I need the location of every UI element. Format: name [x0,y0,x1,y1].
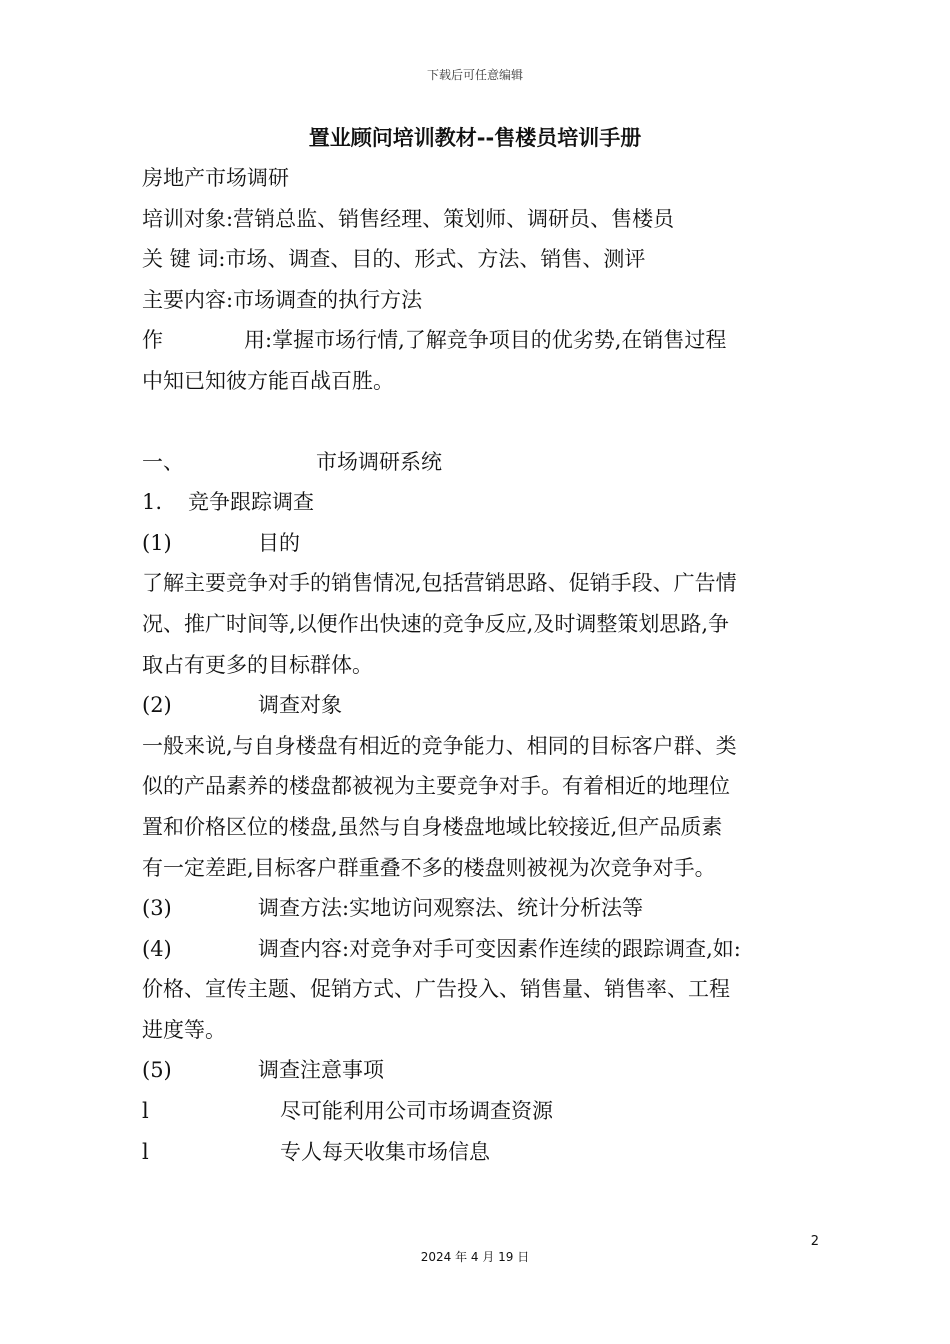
item-title: 目的 [258,530,300,555]
page-number: 2 [810,1234,819,1249]
item-number: (3) [142,896,172,921]
item-title: 调查注意事项 [258,1058,384,1083]
effect-label: 作 [142,328,163,353]
subsection-title: 竞争跟踪调查 [188,490,314,515]
item-heading [142,929,812,970]
page-header: 下载后可任意编辑 [426,68,523,82]
item-number: (4) [142,936,172,961]
item-number: (1) [142,530,172,555]
section-heading [142,442,812,483]
subject-line: 房地产市场调研 [142,166,289,190]
effect-line-2: 中知已知彼方能百战百胜。 [142,368,394,393]
item-title: 调查内容:对竞争对手可变因素作连续的跟踪调查,如: [258,936,741,961]
paragraph-line: 了解主要竞争对手的销售情况,包括营销思路、促销手段、广告情 [142,571,737,596]
item-title: 调查对象 [258,693,342,718]
paragraph-line: 况、推广时间等,以便作出快速的竞争反应,及时调整策划思路,争 [142,611,730,636]
section-title: 市场调研系统 [316,449,442,474]
audience-line: 培训对象:营销总监、销售经理、策划师、调研员、售楼员 [142,206,675,231]
item-heading [142,888,812,929]
paragraph-line: 有一定差距,目标客户群重叠不多的楼盘则被视为次竞争对手。 [142,855,716,880]
keywords-line: 关 键 词:市场、调查、目的、形式、方法、销售、测评 [142,247,646,272]
bullet-text: 专人每天收集市场信息 [280,1139,490,1164]
section-number: 一、 [142,449,184,474]
item-title: 调查方法:实地访问观察法、统计分析法等 [258,896,644,921]
item-heading [142,523,812,564]
paragraph-line: 进度等。 [142,1017,226,1042]
document-title: 置业顾问培训教材--售楼员培训手册 [308,126,642,150]
paragraph-line: 一般来说,与自身楼盘有相近的竞争能力、相同的目标客户群、类 [142,733,737,758]
document-body [142,158,812,1172]
bullet-item [142,1091,812,1132]
paragraph-line: 价格、宣传主题、促销方式、广告投入、销售量、销售率、工程 [142,977,730,1002]
item-heading [142,685,812,726]
content-line: 主要内容:市场调查的执行方法 [142,287,423,312]
item-number: (5) [142,1058,172,1083]
footer-date: 2024 年 4 月 19 日 [420,1250,530,1264]
bullet-mark: l [142,1139,149,1164]
bullet-item [142,1132,812,1173]
paragraph-line: 似的产品素养的楼盘都被视为主要竞争对手。有着相近的地理位 [142,774,730,799]
subsection-number: 1. [142,490,163,515]
bullet-mark: l [142,1099,149,1124]
bullet-text: 尽可能利用公司市场调查资源 [280,1099,553,1124]
effect-line [142,320,812,361]
item-number: (2) [142,693,172,718]
effect-text: 用:掌握市场行情,了解竞争项目的优劣势,在销售过程 [244,328,727,353]
paragraph-line: 置和价格区位的楼盘,虽然与自身楼盘地域比较接近,但产品质素 [142,814,723,839]
subsection-heading [142,482,812,523]
paragraph-line: 取占有更多的目标群体。 [142,652,373,677]
item-heading [142,1050,812,1091]
